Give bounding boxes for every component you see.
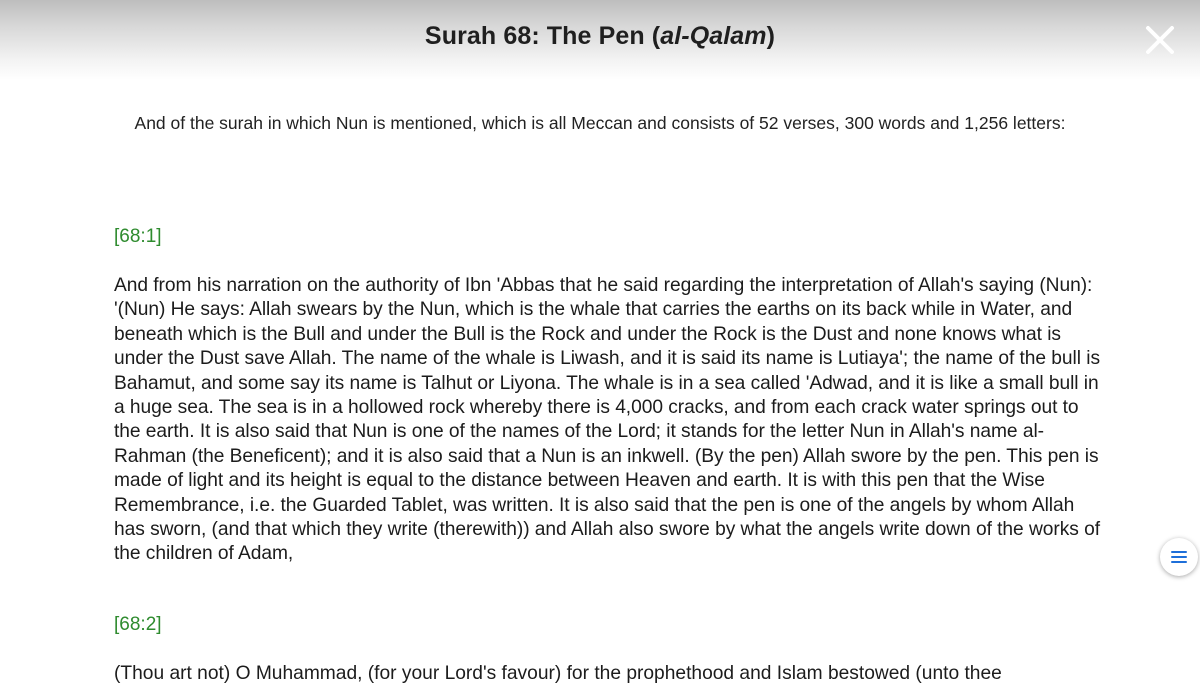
surah-intro: And of the surah in which Nun is mentioned, which is all Meccan and consists of 52 verses, 300 words and 1,256 letters: (134, 113, 1066, 133)
list-menu-icon (1169, 547, 1189, 567)
verse-text: And from his narration on the authority of Ibn 'Abbas that he said regarding the interpretation of Allah's saying (Nun): '(Nun) He says: Allah swears by the Nun, which is the whale that carries the earths on its back while in Water, and beneath which is the Bull and under the Bull is the Rock and under the Rock is the Dust and none knows what is under the Dust save Allah. The name of the whale is Liwash, and it is said its name is Lutiaya'; the name of the bull is Bahamut, and some say its name is Talhut or Liyona. The whale is in a sea called 'Adwad, and it is like a small bull in a huge sea. The sea is in a hollowed rock whereby there is 4,000 cracks, and from each crack water springs out to the earth. It is also said that Nun is one of the names of the Lord; it stands for the letter Nun in Allah's name al-Rahman (the Beneficent); and it is also said that a Nun is an inkwell. (By the pen) Allah swore by the pen. This pen is made of light and its height is equal to the distance between Heaven and earth. It is with this pen that the Wise Remembrance, i.e. the Guarded Tablet, was written. It is also said that the pen is one of the angels by whom Allah has sworn, (and that which they write (therewith)) and Allah also swore by what the angels write down of the works of the children of Adam, (114, 275, 1101, 565)
close-button[interactable] (1140, 20, 1180, 60)
menu-button[interactable] (1160, 538, 1198, 576)
title-suffix: ) (766, 22, 776, 50)
verse-ref: [68:1] (114, 226, 162, 247)
verse-ref: [68:2] (114, 614, 162, 635)
title-italic: al-Qalam (660, 22, 767, 50)
title-prefix: Surah 68: The Pen ( (424, 22, 661, 50)
close-icon (1140, 20, 1180, 60)
verse-text: (Thou art not) O Muhammad, (for your Lord's favour) for the prophethood and Islam bestowed (unto thee (114, 663, 1002, 684)
page-title (0, 22, 1200, 51)
